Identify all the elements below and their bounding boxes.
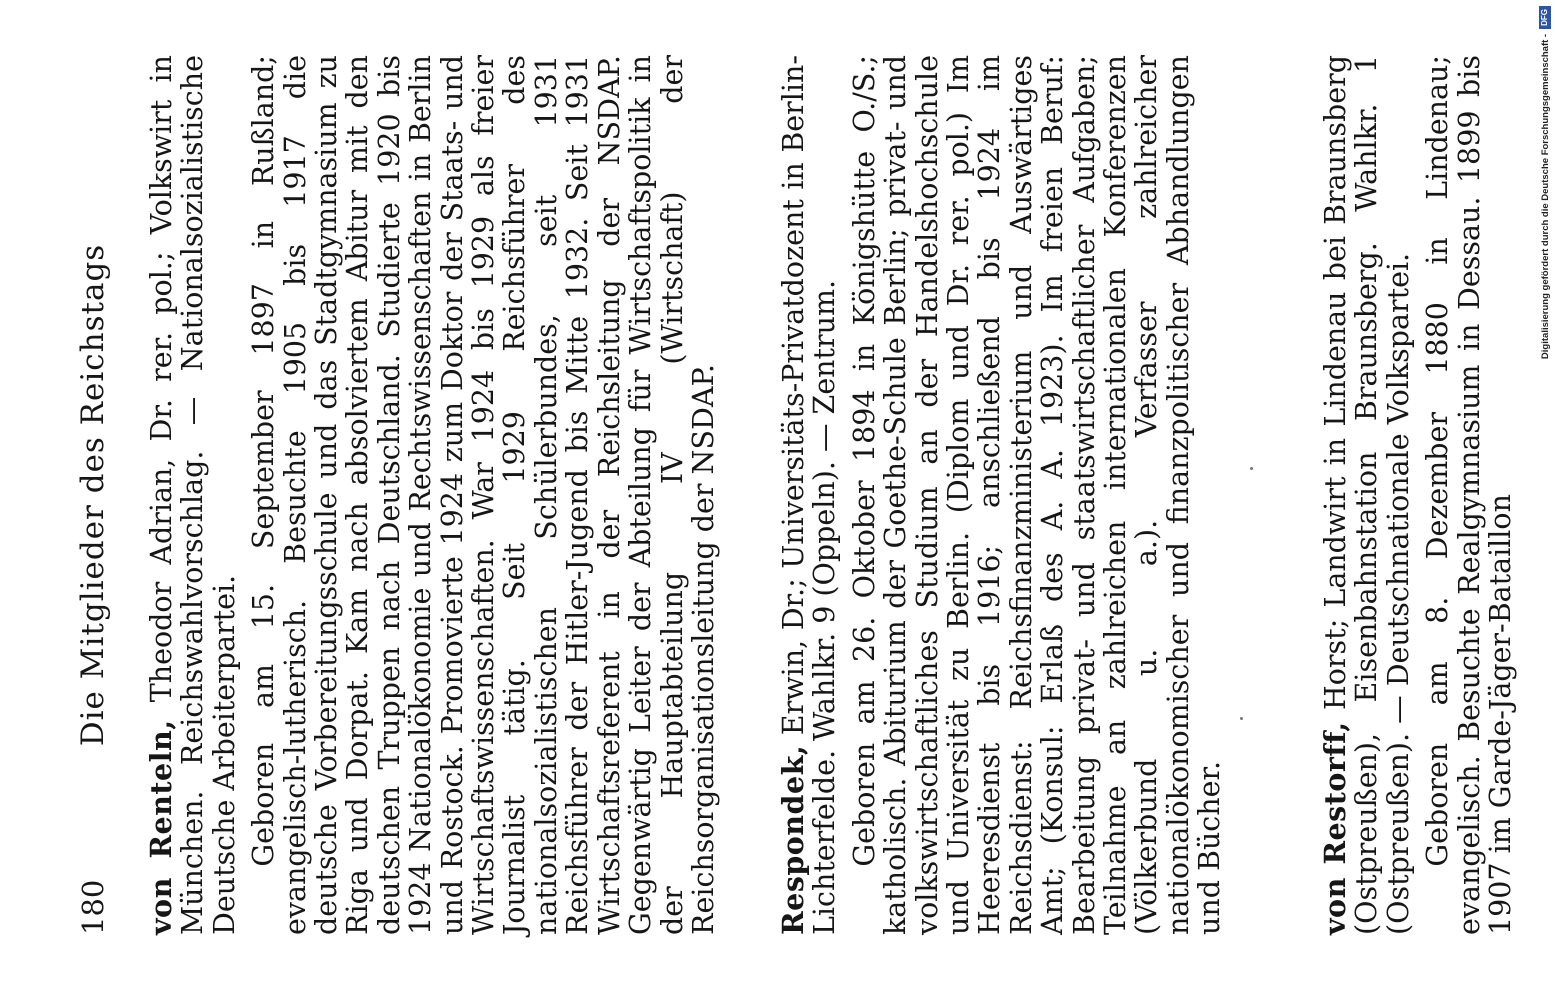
page-number: 180 <box>76 879 110 935</box>
entry-body: Geboren am 8. Dezember 1880 in Lindenau; evangelisch. Besuchte Realgymnasium in Dessau. 1899 bis 1907 im Garde-Jäger-Bataillon <box>1421 55 1518 935</box>
digitization-credit <box>1539 6 1551 991</box>
entry-body: Geboren am 26. Oktober 1894 in Königshütte O./S.; katholisch. Abiturium der Goethe-Schule Berlin; privat- und volkswirtschaftliches Studium an der Handelshochschule und Universität zu Berlin. (Diplom und Dr. rer. pol.) Im Heeresdienst bis 1916; anschließend bis 1924 im Reichsdienst: Reichsfinanzministerium und Auswärtiges Amt; (Konsul: Erlaß des A. A. 1923). Im freien Beruf: Bearbeitung privat- und staatswirtschaftlicher Aufgaben; Teilnahme an zahlreichen internationalen Konferenzen (Völkerbund u. a.). Verfasser zahlreicher nationalökonomischer und finanzpolitischer Abhandlungen und Bücher. <box>847 55 1227 935</box>
entry-heading <box>1320 55 1414 935</box>
biography-entry <box>1320 55 1516 935</box>
paper-speck <box>1250 467 1253 470</box>
paper-speck <box>1240 717 1243 720</box>
entry-heading-text: Erwin, Dr.; Universitäts-Privatdozent in Berlin-Lichterfelde. Wahlkr. 9 (Oppeln). — Zentrum. <box>777 55 842 935</box>
entry-heading <box>146 55 240 935</box>
credit-text: Digitalisierung gefördert durch die Deutsche Forschungsgemeinschaft - <box>1539 33 1551 360</box>
entry-heading-text: Horst; Landwirt in Lindenau bei Braunsberg (Ostpreußen), Eisenbahnstation Braunsberg. Wahlkr. 1 (Ostpreußen). — Deutschnationale Volkspartei. <box>1319 55 1415 935</box>
member-name: Respondek, <box>776 744 810 935</box>
entry-body: Geboren am 15. September 1897 in Rußland; evangelisch-lutherisch. Besuchte 1905 bis 1917 die deutsche Vorbereitungsschule und das Stadtgymnasium zu Riga und Dorpat. Kam nach absolviertem Abitur mit den deutschen Truppen nach Deutschland. Studierte 1920 bis 1924 Nationalökonomie und Rechtswissenschaften in Berlin und Rostock. Promovierte 1924 zum Doktor der Staats- und Wirtschaftswissenschaften. War 1924 bis 1929 als freier Journalist tätig. Seit 1929 Reichsführer des nationalsozialistischen Schülerbundes, seit 1931 Reichsführer der Hitler-Jugend bis Mitte 1932. Seit 1931 Wirtschaftsreferent in der Reichsleitung der NSDAP. Gegenwärtig Leiter der Abteilung für Wirtschaftspolitik in der Hauptabteilung IV (Wirtschaft) der Reichsorganisationsleitung der NSDAP. <box>247 55 720 935</box>
entry-heading-text: Theodor Adrian, Dr. rer. pol.; Volkswirt in München. Reichswahlvorschlag. — Nationalsozialistische Deutsche Arbeiterpartei. <box>145 55 241 935</box>
page-header <box>76 55 112 935</box>
running-title: Die Mitglieder des Reichstags <box>75 243 111 747</box>
biography-entry <box>778 55 1226 935</box>
member-name: von Renteln, <box>144 719 178 935</box>
member-name: von Restorff, <box>1318 721 1352 935</box>
biography-entry <box>146 55 719 935</box>
entry-heading <box>778 55 841 935</box>
dfg-logo-icon: DFG <box>1539 6 1551 29</box>
